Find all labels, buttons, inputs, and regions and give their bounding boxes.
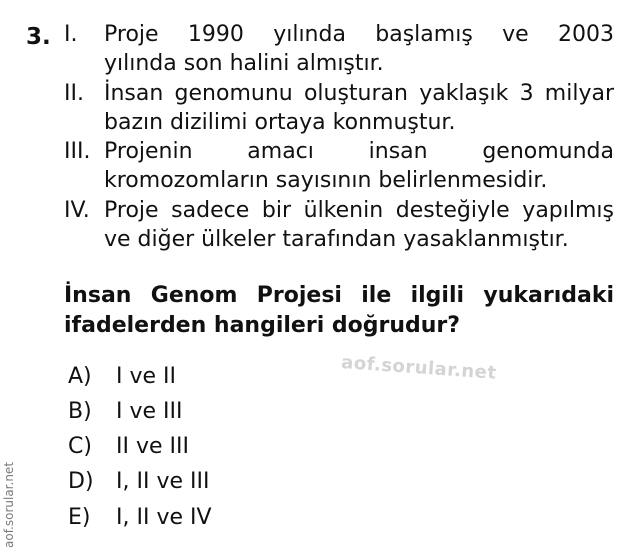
statement-line: Proje 1990 yılında başlamış ve 2003 <box>104 22 614 47</box>
option-e[interactable] <box>68 503 212 533</box>
statement-1 <box>64 20 614 78</box>
question-line: ifadelerden hangileri doğrudur? <box>64 313 461 338</box>
option-text: I ve II <box>116 364 177 389</box>
statement-roman: II. <box>64 81 84 106</box>
statement-3 <box>64 137 614 195</box>
statement-line: yılında son halini almıştır. <box>104 51 384 76</box>
watermark-center: aof.sorular.net <box>340 352 498 384</box>
statement-line: kromozomların sayısının belirlenmesidir. <box>104 168 548 193</box>
question-number: 3. <box>26 24 51 50</box>
statement-2 <box>64 79 614 137</box>
option-a[interactable] <box>68 362 176 392</box>
option-letter: B) <box>68 399 92 424</box>
statement-roman: IV. <box>64 198 90 223</box>
option-c[interactable] <box>68 432 189 462</box>
statement-line: Proje sadece bir ülkenin desteğiyle yapılmış <box>104 198 614 223</box>
option-text: I ve III <box>116 399 183 424</box>
statement-roman: I. <box>64 22 78 47</box>
option-letter: E) <box>68 505 91 530</box>
question-stem <box>64 281 614 341</box>
option-letter: D) <box>68 469 94 494</box>
statement-roman: III. <box>64 139 91 164</box>
option-d[interactable] <box>68 467 209 497</box>
option-text: I, II ve III <box>116 469 210 494</box>
statement-line: bazın dizilimi ortaya konmuştur. <box>104 110 456 135</box>
option-letter: A) <box>68 364 92 389</box>
option-text: II ve III <box>116 434 189 459</box>
question-line: İnsan Genom Projesi ile ilgili yukarıdaki <box>64 283 614 308</box>
statement-line: Projenin amacı insan genomunda <box>104 139 614 164</box>
option-text: I, II ve IV <box>116 505 212 530</box>
option-b[interactable] <box>68 397 183 427</box>
statement-line: İnsan genomunu oluşturan yaklaşık 3 milyar <box>104 81 614 106</box>
watermark-side: aof.sorular.net <box>2 461 16 548</box>
option-letter: C) <box>68 434 92 459</box>
statement-line: ve diğer ülkeler tarafından yasaklanmıştır. <box>104 227 569 252</box>
statement-4 <box>64 196 614 254</box>
